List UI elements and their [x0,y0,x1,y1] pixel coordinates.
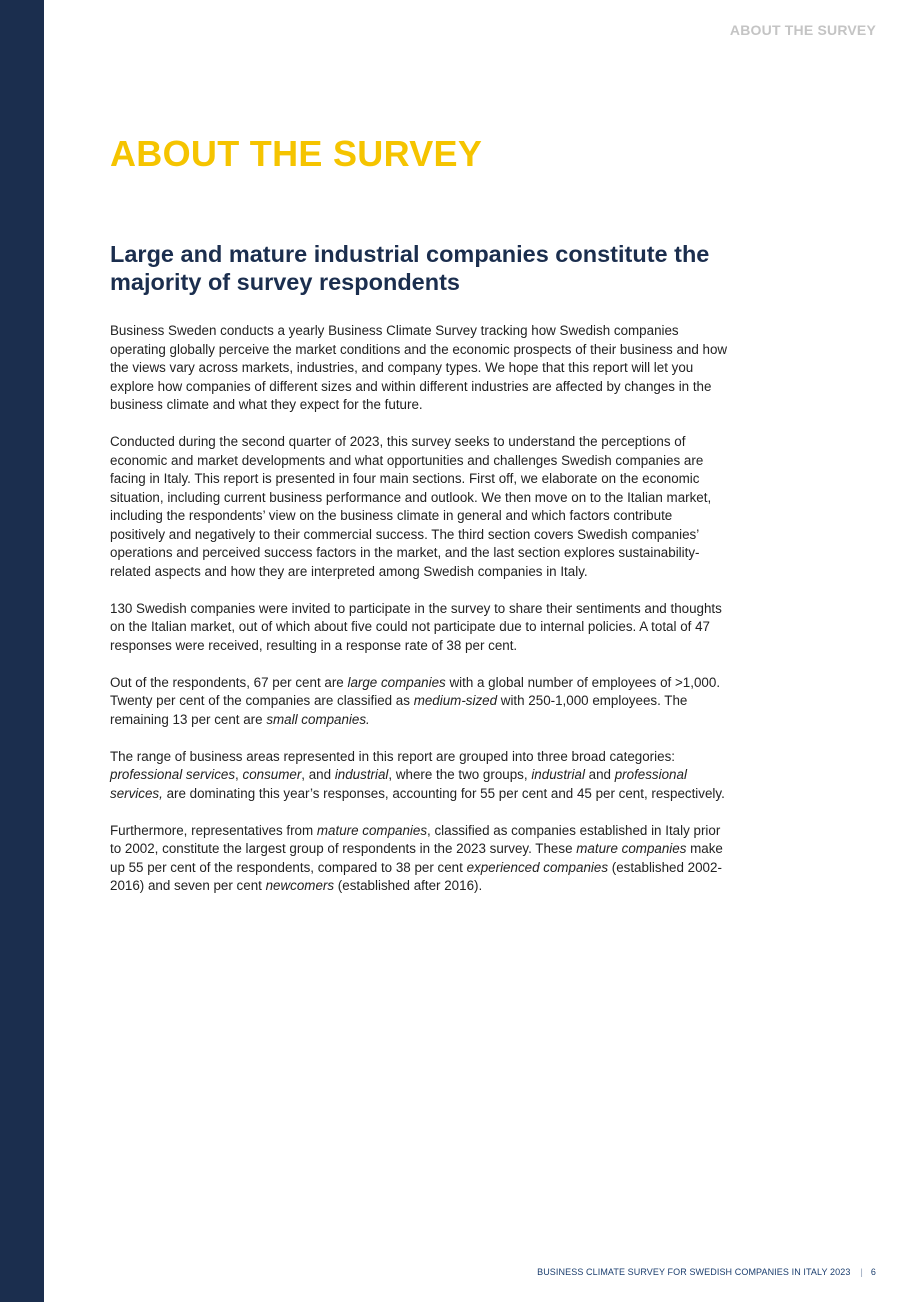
section-subtitle: Large and mature industrial companies constitute the majority of survey respondents [110,241,710,295]
text-run: (established after 2016). [334,878,483,893]
footer-report-name: BUSINESS CLIMATE SURVEY FOR SWEDISH COMPANIES IN ITALY 2023 [537,1267,851,1277]
italic-term: mature companies [576,841,687,856]
text-run: with a global number of employees of >1,000. Twenty per cent of the companies are classified as [110,674,721,708]
text-run: , where the two groups, [388,767,532,782]
paragraph-1: Business Sweden conducts a yearly Business Climate Survey tracking how Swedish companies operating globally perceive the market conditions and the economic prospects of their business and how the views vary across markets, industries, and company types. We hope that this report will let you explore how companies of different sizes and within different industries are affected by changes in the business climate and what they expect for the future. [110,323,728,412]
text-run: make up 55 per cent of the respondents, compared to 38 per cent [110,841,723,875]
paragraph-6 [110,822,730,896]
text-run: , and [301,767,335,782]
italic-term: professional services, [110,767,687,801]
italic-term: large companies [347,674,446,690]
paragraph-2: Conducted during the second quarter of 2023, this survey seeks to understand the perceptions of economic and market developments and what opportunities and challenges Swedish companies are facing in Italy. This report is presented in four main sections. First off, we elaborate on the economic situation, including current business performance and outlook. We then move on to the Italian market, including the respondents’ view on the business climate in general and which factors contribute positively and negatively to their commercial success. The third section covers Swedish companies’ operations and perceived success factors in the market, and the last section explores sustainability-related aspects and how they are interpreted among Swedish companies in Italy. [110,434,712,579]
paragraph-5 [110,748,730,804]
italic-term: small companies. [266,711,370,727]
text-run: (established 2002-2016) and seven per cent [110,859,722,893]
text-run: Furthermore, representatives from [110,822,317,838]
italic-term: consumer [242,767,302,782]
body-text [110,322,730,914]
text-run: with 250-1,000 employees. The remaining 13 per cent are [110,693,688,727]
text-run: and [584,767,615,782]
footer-separator: | [860,1267,863,1277]
italic-term: medium-sized [413,693,498,708]
text-run: Out of the respondents, 67 per cent are [110,674,348,690]
text-run: , [235,767,243,782]
italic-term: newcomers [265,878,335,893]
side-color-bar [0,0,44,1302]
italic-term: industrial [531,767,585,782]
text-run: are dominating this year’s responses, accounting for 55 per cent and 45 per cent, respectively. [162,785,725,801]
running-header: ABOUT THE SURVEY [729,22,876,38]
italic-term: industrial [334,767,389,782]
paragraph-3: 130 Swedish companies were invited to participate in the survey to share their sentiments and thoughts on the Italian market, out of which about five could not participate due to internal policies. A total of 47 responses were received, resulting in a response rate of 38 per cent. [110,600,722,653]
italic-term: mature companies [316,822,428,838]
page-number: 6 [870,1267,876,1277]
page-footer [537,1267,876,1277]
text-run: The range of business areas represented in this report are grouped into three broad categories: [110,748,675,764]
text-run: , classified as companies established in Italy prior to 2002, constitute the largest group of respondents in the 2023 survey. These [110,822,721,856]
italic-term: experienced companies [466,859,609,875]
page-title: ABOUT THE SURVEY [110,133,483,174]
paragraph-4 [110,674,730,730]
italic-term: professional services [110,767,236,782]
